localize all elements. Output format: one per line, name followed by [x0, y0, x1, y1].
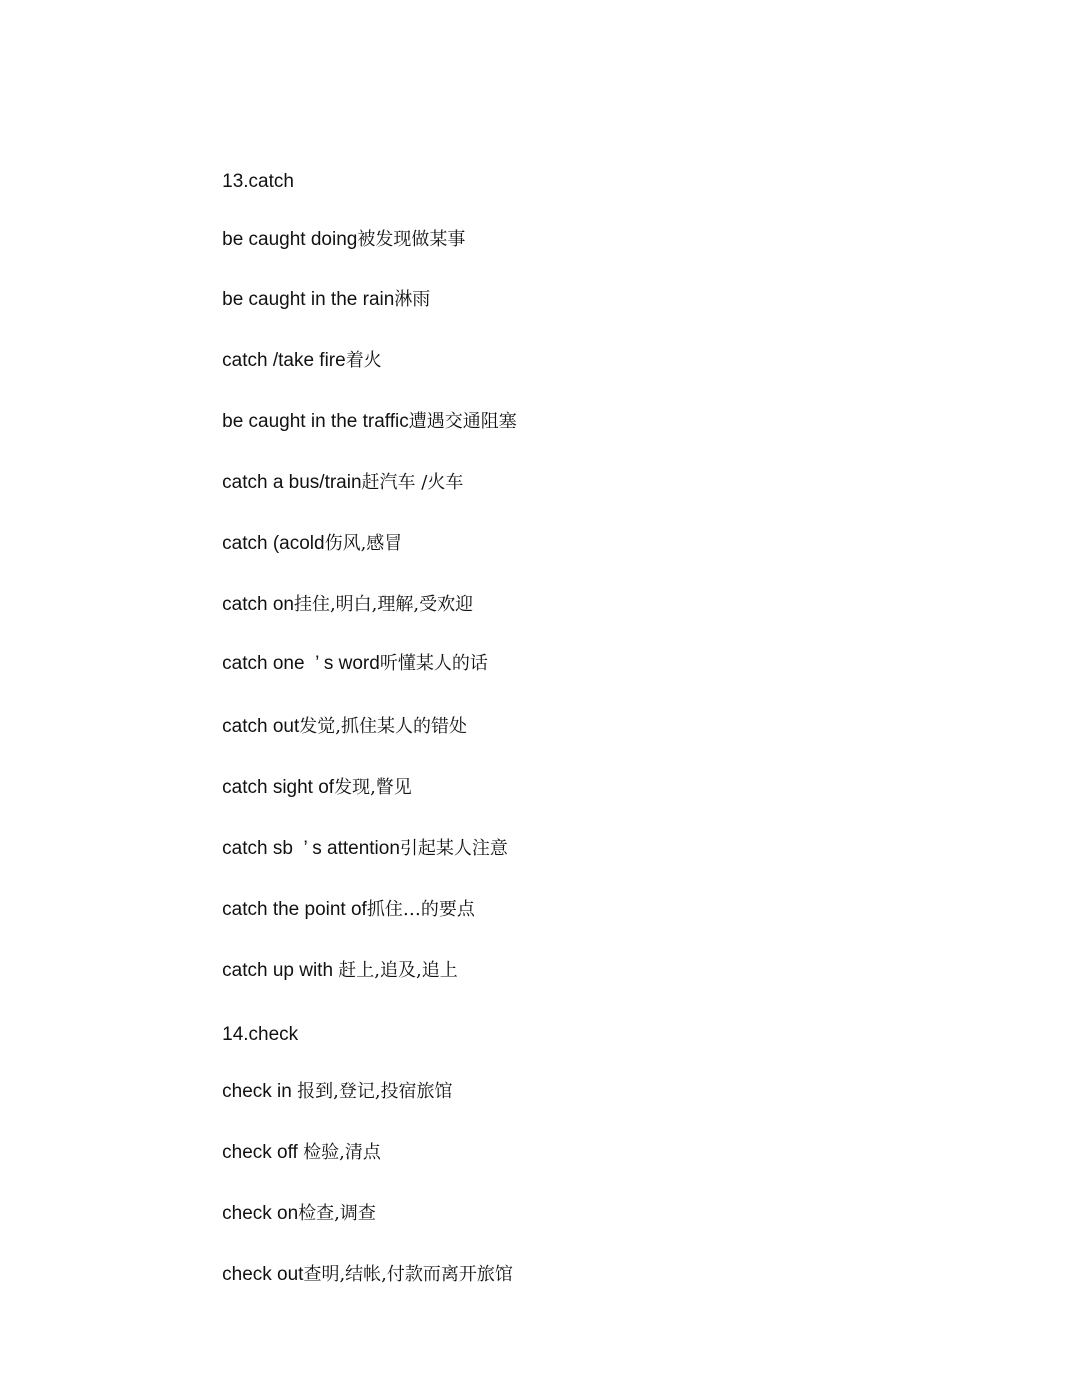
phrase-zh: 挂住,明白,理解,受欢迎 — [293, 594, 474, 615]
phrase-zh: 抓住…的要点 — [366, 899, 475, 920]
phrase-zh: 听懂某人的话 — [379, 653, 488, 674]
section-heading-catch: 13.catch — [222, 171, 294, 192]
phrase-en: be caught doing — [222, 229, 358, 250]
phrase-zh: 伤风,感冒 — [324, 533, 403, 554]
phrase-entry — [201, 935, 458, 1007]
phrase-zh: 引起某人注意 — [399, 838, 508, 859]
phrase-zh: 着火 — [345, 350, 382, 371]
phrase-zh: 报到,登记,投宿旅馆 — [297, 1081, 453, 1102]
phrase-zh: 赶上,追及,追上 — [338, 960, 458, 981]
section-heading-check: 14.check — [222, 1024, 299, 1045]
phrase-zh: 被发现做某事 — [357, 229, 466, 250]
phrase-zh: 检验,清点 — [303, 1142, 381, 1163]
phrase-zh: 淋雨 — [394, 289, 431, 310]
phrase-en: catch (acold — [222, 533, 325, 554]
phrase-en: catch up with — [222, 960, 339, 981]
phrase-en: be caught in the rain — [222, 289, 395, 310]
phrase-en: catch /take fire — [222, 350, 346, 371]
phrase-zh: 查明,结帐,付款而离开旅馆 — [303, 1264, 513, 1285]
phrase-zh: 遭遇交通阻塞 — [408, 411, 517, 432]
phrase-en: be caught in the traffic — [222, 411, 409, 432]
phrase-en: check on — [222, 1203, 299, 1224]
phrase-en: catch a bus/train — [222, 472, 362, 493]
phrase-zh: 发现,瞥见 — [334, 777, 412, 798]
phrase-en: catch sight of — [222, 777, 335, 798]
phrase-en: catch one ’ s word — [222, 653, 380, 674]
phrase-en: check out — [222, 1264, 304, 1285]
phrase-en: catch sb ’ s attention — [222, 838, 400, 859]
phrase-zh: 赶汽车 /火车 — [361, 472, 464, 493]
phrase-entry — [201, 1239, 513, 1311]
phrase-zh: 发觉,抓住某人的错处 — [299, 716, 467, 737]
phrase-en: catch on — [222, 594, 294, 615]
phrase-entry — [201, 628, 488, 700]
phrase-zh: 检查,调查 — [298, 1203, 376, 1224]
phrase-en: check in — [222, 1081, 298, 1102]
phrase-en: catch out — [222, 716, 300, 737]
phrase-en: catch the point of — [222, 899, 367, 920]
phrase-en: check off — [222, 1142, 304, 1163]
